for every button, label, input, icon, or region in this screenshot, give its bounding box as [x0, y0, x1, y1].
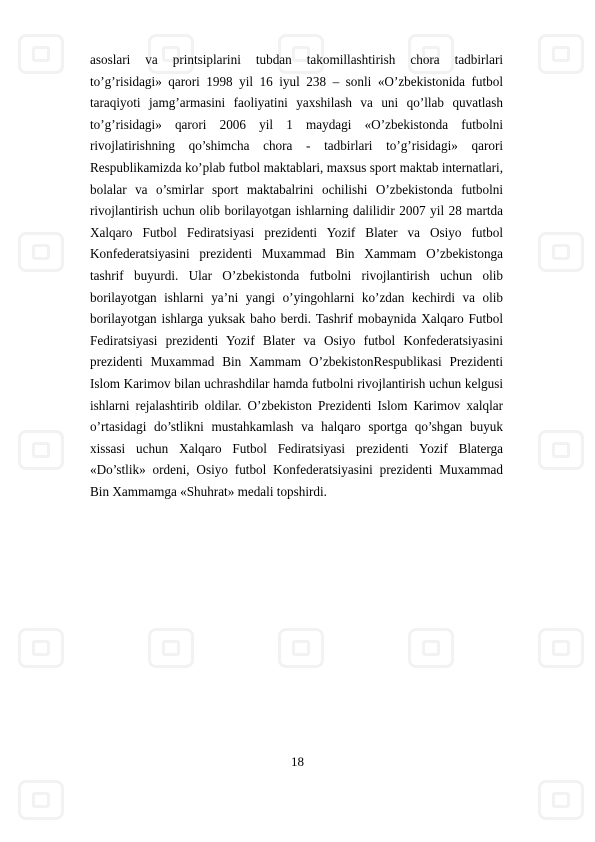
watermark-logo-icon — [538, 430, 584, 470]
watermark-logo-icon — [18, 34, 64, 74]
watermark-logo-icon — [408, 628, 454, 668]
watermark-logo-icon — [538, 628, 584, 668]
watermark-logo-icon — [18, 430, 64, 470]
body-paragraph: asoslari va printsiplarini tubdan takomillashtirish chora tadbirlari to’g’risidagi» qarori 1998 yil 16 iyul 238 – sonli «O’zbekistonida futbol taraqiyoti jamg’armasini faoliyatini yaxshilash va uni qo’llab quvatlash to’g’risidagi» qarori 2006 yil 1 maydagi «O’zbekistonda futbolni rivojlatirishning qo’shimcha chora - tadbirlari to’g’risidagi» qarori Respublikamizda ko’plab futbol maktablari, maxsus sport maktab internatlari, bolalar va o’smirlar sport maktabalrini ochilishi O’zbekistonda futbolni rivojlantirish uchun olib borilayotgan ishlarning dalilidir 2007 yil 28 martda Xalqaro Futbol Fediratsiyasi prezidenti Yozif Blater va Osiyo futbol Konfederatsiyasini prezidenti Muxammad Bin Xammam O’zbekistonga tashrif buyurdi. Ular O’zbekistonda futbolni rivojlantirish uchun olib borilayotgan ishlarni ya’ni yangi o’yingohlarni ko’zdan kechirdi va olib borilayotgan ishlarga yuksak baho berdi. Tashrif mobaynida Xalqaro Futbol Fediratsiyasi prezidenti Yozif Blater va Osiyo futbol Konfederatsiyasini prezidenti Muxammad Bin Xammam O’zbekistonRespublikasi Prezidenti Islom Karimov bilan uchrashdilar hamda futbolni rivojlantirish uchun kelgusi ishlarni rejalashtirib oldilar. O’zbekiston Prezidenti Islom Karimov xalqlar o’rtasidagi do’stlikni mustahkamlash va halqaro sportga qo’shgan buyuk xissasi uchun Xalqaro Futbol Fediratsiyasi prezidenti Yozif Blaterga «Do’stlik» ordeni, Osiyo futbol Konfederatsiyasini prezidenti Muxammad Bin Xammamga «Shuhrat» medali topshirdi. — [90, 52, 503, 499]
watermark-logo-icon — [538, 34, 584, 74]
watermark-logo-icon — [538, 232, 584, 272]
page-number: 18 — [291, 754, 304, 769]
watermark-logo-icon — [278, 628, 324, 668]
watermark-logo-icon — [18, 628, 64, 668]
watermark-logo-icon — [538, 780, 584, 820]
watermark-logo-icon — [18, 780, 64, 820]
watermark-logo-icon — [18, 232, 64, 272]
watermark-logo-icon — [148, 628, 194, 668]
